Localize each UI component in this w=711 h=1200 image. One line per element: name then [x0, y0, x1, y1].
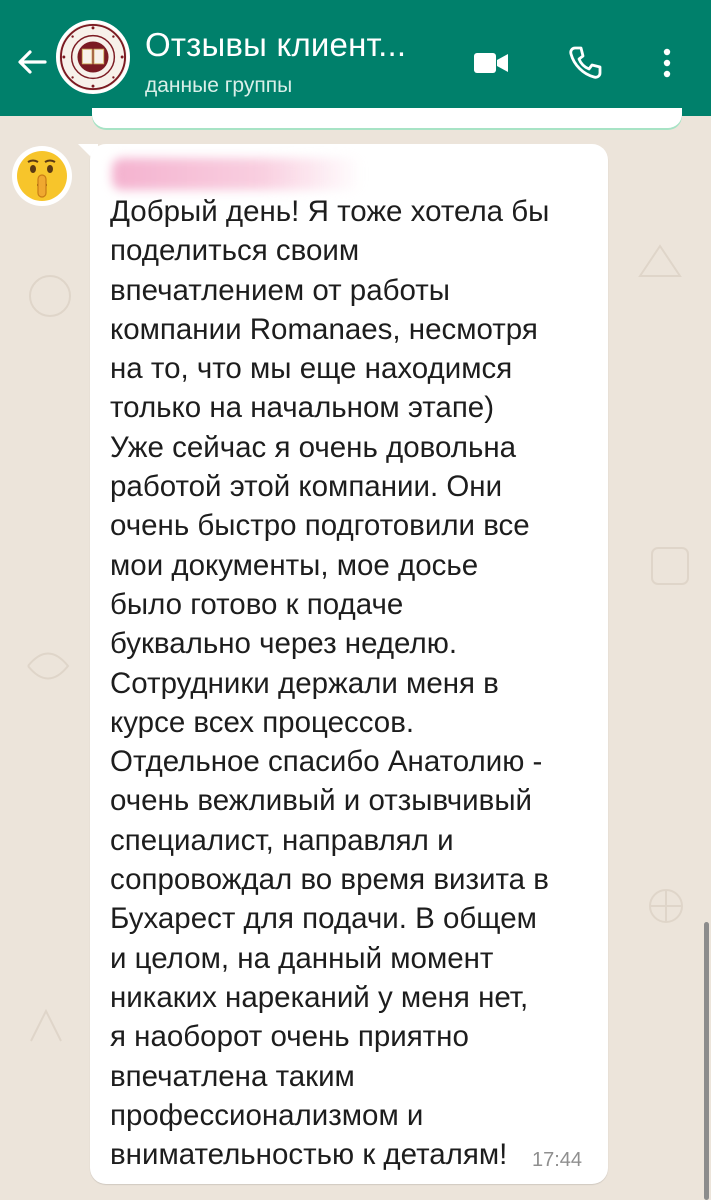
previous-message-bubble	[92, 108, 682, 128]
doodle-icon	[18, 636, 78, 696]
chat-title[interactable]: Отзывы клиент...	[145, 26, 407, 63]
phone-icon	[565, 43, 605, 83]
arrow-left-icon	[15, 45, 49, 79]
group-avatar[interactable]	[56, 20, 130, 94]
shushing-face-emoji	[13, 147, 71, 205]
doodle-icon	[16, 996, 76, 1056]
group-logo-icon	[59, 22, 127, 92]
sender-name-blurred	[112, 158, 362, 190]
scrollbar[interactable]	[704, 922, 709, 1200]
chat-header	[0, 0, 711, 116]
message-text: Добрый день! Я тоже хотела бы поделиться своим впечатлением от работы компании Romanaes, несмотря на то, что мы еще находимся только на начальном этапе) Уже сейчас я очень довольна работой этой компании. Они очень быстро подготовили все мои документы, мое досье было готово к подаче буквально через неделю. Сотрудники держали меня в курсе всех процессов. Отдельное спасибо Анатолию - очень вежливый и отзывчивый специалист, направлял и сопровождал во время визита в Бухарест для подачи. В общем и целом, на данный момент никаких нареканий у меня нет, я наоборот очень приятно впечатлена таким профессионализмом и внимательностью к деталям!	[110, 195, 550, 1172]
message-time: 17:44	[532, 1149, 583, 1171]
voice-call-button[interactable]	[562, 40, 608, 86]
doodle-icon	[630, 236, 690, 296]
video-call-button[interactable]	[468, 40, 514, 86]
chat-subtitle[interactable]: данные группы	[145, 74, 293, 97]
doodle-icon	[636, 876, 696, 936]
doodle-icon	[20, 266, 80, 326]
doodle-icon	[640, 536, 700, 596]
sender-avatar[interactable]	[12, 146, 72, 206]
menu-button[interactable]	[644, 40, 690, 86]
more-vertical-icon	[647, 43, 687, 83]
back-button[interactable]	[10, 40, 54, 84]
video-camera-icon	[471, 43, 511, 83]
